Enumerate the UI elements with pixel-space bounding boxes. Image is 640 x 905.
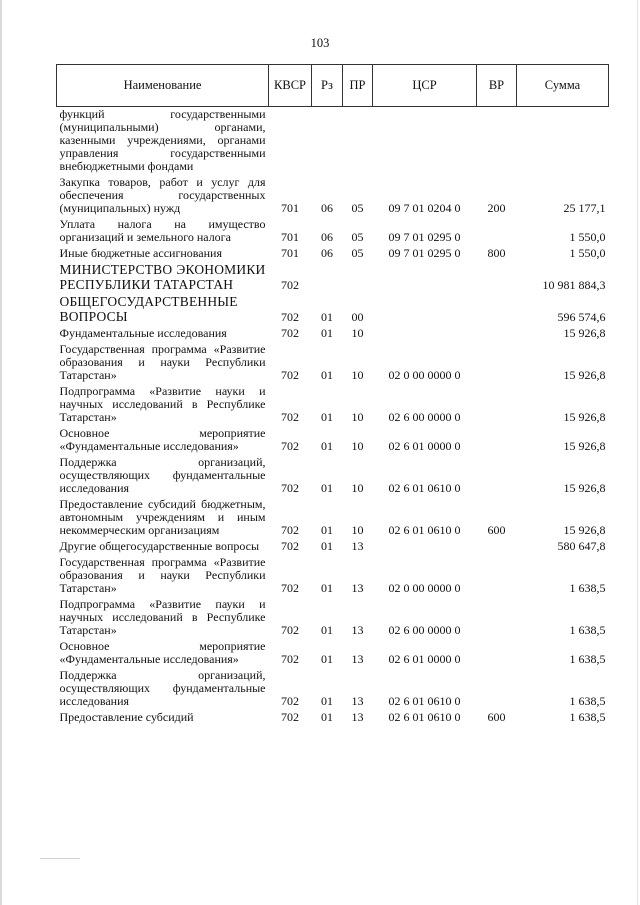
cell-name: функций государственными (муниципальными) органами, казенными учреждениями, органами управления государственными внебюджетными фондами [59,107,266,173]
cell-kvsr: 702 [281,623,299,637]
cell-csr: 02 0 00 0000 0 [388,581,461,595]
cell-sum: 15 926,8 [563,523,606,537]
cell-pr: 05 [351,230,364,244]
cell-sum: 580 647,8 [557,539,606,553]
cell-kvsr: 702 [281,278,299,292]
cell-csr [373,326,477,342]
scan-right-edge [637,0,638,905]
cell-kvsr: 702 [281,368,299,382]
cell-rz: 06 [321,230,333,244]
header-sum: Сумма [517,65,609,107]
cell-pr: 10 [351,439,364,453]
header-vr: ВР [477,65,517,107]
cell-name: Уплата налога на имущество организаций и земельного налога [59,217,266,244]
cell-pr: 10 [351,326,364,340]
cell-kvsr: 701 [281,246,299,260]
table-row [57,342,609,384]
cell-pr: 10 [351,368,364,382]
cell-rz: 01 [321,410,333,424]
cell-csr: 02 6 01 0000 0 [388,652,461,666]
cell-kvsr: 702 [281,523,299,537]
cell-csr: 09 7 01 0295 0 [388,246,461,260]
header-pr: ПР [343,65,373,107]
cell-sum: 1 638,5 [569,710,606,724]
cell-name: Основное мероприятие «Фундаментальные исследования» [59,639,266,666]
cell-csr [373,262,477,294]
cell-csr: 02 6 01 0610 0 [388,481,461,495]
cell-name: Поддержка организаций, осуществляющих фундаментальные исследования [59,668,266,708]
cell-vr [477,555,517,597]
cell-vr [477,217,517,246]
cell-csr: 02 6 01 0000 0 [388,439,461,453]
cell-sum: 1 638,5 [569,581,606,595]
cell-name: Подпрограмма «Развитие пауки и научных исследований в Республике Татарстан» [59,597,266,637]
cell-csr [373,294,477,326]
cell-vr [477,426,517,455]
cell-name: Государственная программа «Развитие образования и науки Республики Татарстан» [59,342,266,382]
cell-rz: 01 [321,326,333,340]
table-row [57,668,609,710]
cell-rz: 01 [321,368,333,382]
cell-name: Предоставление субсидий [59,710,194,724]
cell-kvsr: 701 [281,230,299,244]
cell-rz: 01 [321,623,333,637]
cell-sum: 1 638,5 [569,652,606,666]
cell-vr [477,262,517,294]
cell-sum: 1 550,0 [569,230,606,244]
cell-name: Закупка товаров, работ и услуг для обеспечения государственных (муниципальных) нужд [59,175,266,215]
cell-name: Основное мероприятие «Фундаментальные исследования» [59,426,266,453]
cell-vr [477,294,517,326]
cell-rz: 06 [321,246,333,260]
table-row [57,426,609,455]
cell-pr: 10 [351,481,364,495]
cell-vr [477,539,517,555]
cell-vr: 200 [487,201,506,215]
cell-sum [517,107,609,176]
cell-sum: 1 638,5 [569,623,606,637]
cell-rz [312,107,343,176]
cell-vr [477,597,517,639]
cell-pr: 13 [351,581,364,595]
cell-kvsr: 702 [281,539,299,553]
cell-csr: 02 6 01 0610 0 [388,710,461,724]
table-row [57,175,609,217]
cell-kvsr: 702 [281,310,299,324]
cell-pr: 10 [351,410,364,424]
cell-vr [477,326,517,342]
cell-csr: 09 7 01 0295 0 [388,230,461,244]
cell-name: Поддержка организаций, осуществляющих фундаментальные исследования [59,455,266,495]
cell-vr: 600 [487,710,506,724]
cell-csr: 02 6 00 0000 0 [388,623,461,637]
cell-pr: 13 [351,623,364,637]
cell-csr: 09 7 01 0204 0 [388,201,461,215]
cell-vr [477,668,517,710]
cell-name: Иные бюджетные ассигнования [59,246,222,260]
scan-left-edge [0,0,2,905]
cell-csr [373,539,477,555]
cell-name: Фундаментальные исследования [59,326,227,340]
cell-vr [477,639,517,668]
cell-csr [373,107,477,176]
table-row [57,246,609,262]
table-row [57,539,609,555]
cell-rz: 01 [321,439,333,453]
cell-sum: 15 926,8 [563,439,606,453]
table-row [57,107,609,176]
scan-artifact [40,858,80,859]
cell-pr [343,107,373,176]
cell-name: МИНИСТЕРСТВО ЭКОНОМИКИ РЕСПУБЛИКИ ТАТАРСТАН [59,262,266,292]
cell-rz: 01 [321,581,333,595]
cell-kvsr: 702 [281,694,299,708]
cell-pr: 05 [351,246,364,260]
cell-name: Подпрограмма «Развитие науки и научных исследований в Республике Татарстан» [59,384,266,424]
table-row [57,262,609,294]
cell-sum: 15 926,8 [563,481,606,495]
cell-rz: 01 [321,539,333,553]
cell-name: ОБЩЕГОСУДАРСТВЕННЫЕ ВОПРОСЫ [59,294,238,324]
cell-rz [312,262,343,294]
header-csr: ЦСР [373,65,477,107]
cell-csr: 02 6 01 0610 0 [388,694,461,708]
cell-kvsr: 702 [281,439,299,453]
cell-vr: 600 [487,523,506,537]
table-row [57,384,609,426]
cell-name: Государственная программа «Развитие образования и науки Республики Татарстан» [59,555,266,595]
table-row [57,710,609,726]
cell-rz: 01 [321,523,333,537]
cell-csr: 02 0 00 0000 0 [388,368,461,382]
cell-vr [477,342,517,384]
cell-rz: 01 [321,310,333,324]
cell-name: Предоставление субсидий бюджетным, автономным учреждениям и иным некоммерческим организациям [59,497,266,537]
header-rz: Рз [312,65,343,107]
cell-rz: 01 [321,481,333,495]
cell-sum: 15 926,8 [563,368,606,382]
cell-kvsr: 702 [281,581,299,595]
cell-kvsr: 701 [281,201,299,215]
table-row [57,639,609,668]
cell-kvsr: 702 [281,410,299,424]
table-row [57,217,609,246]
page-number: 103 [310,36,330,50]
header-kvsr: КВСР [269,65,312,107]
cell-sum: 15 926,8 [563,326,606,340]
cell-sum: 15 926,8 [563,410,606,424]
table-row [57,497,609,539]
cell-csr: 02 6 01 0610 0 [388,523,461,537]
cell-pr: 10 [351,523,364,537]
cell-sum: 1 550,0 [569,246,606,260]
table-row [57,597,609,639]
cell-pr: 13 [351,694,364,708]
cell-vr [477,384,517,426]
cell-pr: 13 [351,710,364,724]
cell-rz: 01 [321,652,333,666]
cell-rz: 06 [321,201,333,215]
cell-pr: 13 [351,539,364,553]
table-row [57,326,609,342]
cell-kvsr: 702 [281,710,299,724]
cell-vr: 800 [487,246,506,260]
table-row [57,294,609,326]
table-header-row [57,65,609,107]
cell-kvsr: 702 [281,481,299,495]
cell-rz: 01 [321,710,333,724]
cell-name: Другие общегосударственные вопросы [59,539,260,553]
cell-vr [477,455,517,497]
cell-sum: 1 638,5 [569,694,606,708]
cell-sum: 10 981 884,3 [542,278,606,292]
cell-kvsr: 702 [281,326,299,340]
cell-kvsr [269,107,312,176]
budget-table [56,64,609,726]
cell-pr: 05 [351,201,364,215]
cell-rz: 01 [321,694,333,708]
cell-csr: 02 6 00 0000 0 [388,410,461,424]
header-name: Наименование [57,65,269,107]
table-row [57,555,609,597]
table-row [57,455,609,497]
cell-pr [343,262,373,294]
cell-vr [477,107,517,176]
cell-pr: 13 [351,652,364,666]
cell-sum: 596 574,6 [557,310,606,324]
cell-kvsr: 702 [281,652,299,666]
cell-sum: 25 177,1 [563,201,606,215]
cell-pr: 00 [351,310,364,324]
